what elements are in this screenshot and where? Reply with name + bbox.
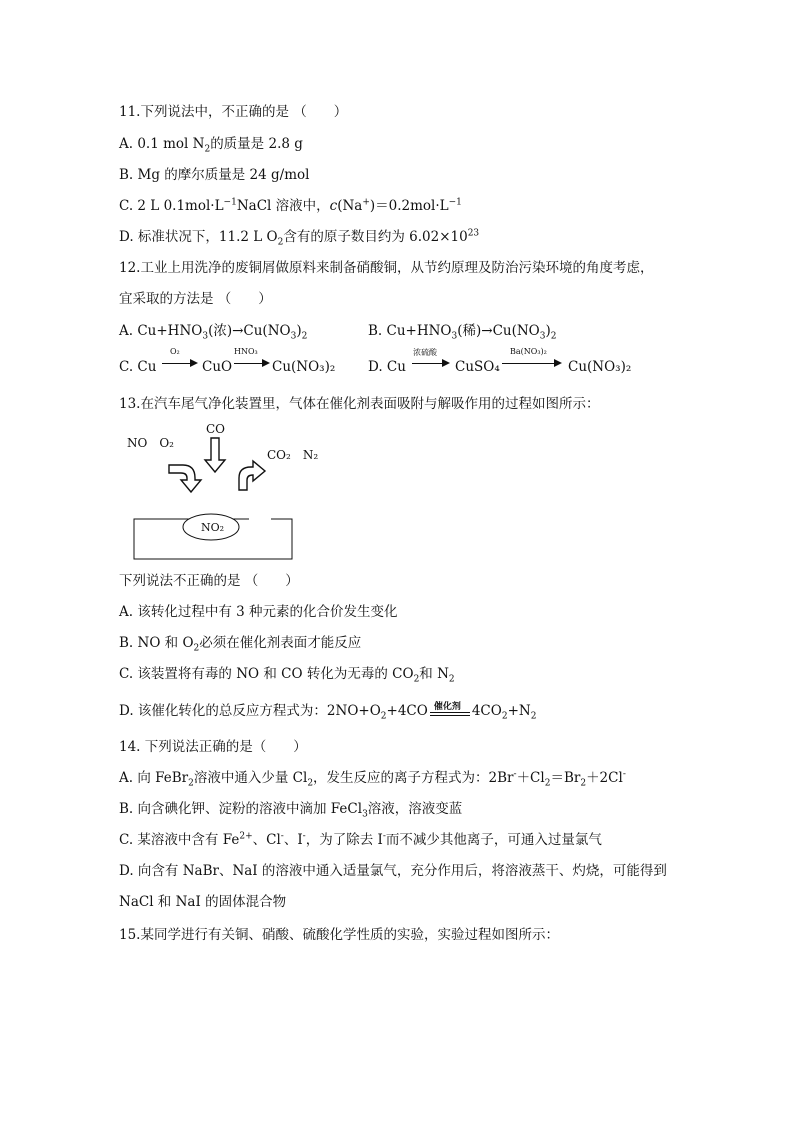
q12-c-arrow-1: O₂ <box>160 349 200 373</box>
q12-d-arrow-2: Ba(NO₃)₂ <box>500 349 564 373</box>
q13-option-d: D. 该催化转化的总反应方程式为：$2NO+O_2+4CO$ 催化剂 $4CO_2+N_2$ <box>119 701 537 722</box>
q12-stem-line1: 12.工业上用洗净的废铜屑做原料来制备硝酸铜，从节约原理及防治污染环境的角度考虑， <box>119 260 654 276</box>
diagram-no2-label: NO₂ <box>201 521 225 534</box>
q14-stem: 14. 下列说法正确的是（ ） <box>119 739 307 755</box>
q11-option-a: A. 0.1 mol $N_2$的质量是 2.8 g <box>119 136 303 155</box>
diagram-output-gases: CO₂ N₂ <box>267 448 319 462</box>
q14-option-b: B. 向含碘化钾、淀粉的溶液中滴加 FeCl$_3$溶液，溶液变蓝 <box>119 801 463 820</box>
q12-option-d-intermediate: CuSO₄ <box>455 359 500 375</box>
q13-option-a: A. 该转化过程中有 3 种元素的化合价发生变化 <box>119 604 398 620</box>
q12-option-d-start: D. Cu <box>368 359 406 375</box>
q14-option-d-line1: D. 向含有 NaBr、NaI 的溶液中通入适量氯气，充分作用后，将溶液蒸干、灼烧，可能得到 <box>119 863 667 879</box>
q12-option-d-end: Cu(NO₃)₂ <box>568 359 632 375</box>
q11-option-c: C. 2 L $0.1mol\cdot L^{-1}NaCl$ 溶液中，$c(Na^+)=0.2mol\cdot L^{-1}$ <box>119 197 462 214</box>
q12-option-c-end: Cu(NO₃)₂ <box>272 359 336 375</box>
diagram-input-gases: NO O₂ <box>127 436 174 450</box>
q12-option-b: B. $Cu+HNO_3$(稀)$\to Cu(NO_3)_2$ <box>368 323 557 342</box>
q13-option-c: C. 该装置将有毒的 NO 和 CO 转化为无毒的 $CO_2$和 $N_2$ <box>119 666 455 685</box>
catalyst-diagram <box>119 420 319 565</box>
q11-option-b: B. Mg 的摩尔质量是 24 g/mol <box>119 167 310 183</box>
q14-option-d-line2: NaCl 和 NaI 的固体混合物 <box>119 894 287 910</box>
diagram-co-label: CO <box>206 422 226 436</box>
q14-option-a: A. 向 FeBr$_2$溶液中通入少量 $Cl_2$，发生反应的离子方程式为：$2Br^-+Cl_2=Br_2+2Cl^-$ <box>119 769 626 789</box>
q12-option-c-start: C. Cu <box>119 359 157 375</box>
q12-option-c-intermediate: CuO <box>202 359 233 375</box>
q13-question: 下列说法不正确的是 （ ） <box>119 573 299 589</box>
q15-stem: 15.某同学进行有关铜、硝酸、硫酸化学性质的实验，实验过程如图所示： <box>119 927 559 943</box>
q13-stem: 13.在汽车尾气净化装置里，气体在催化剂表面吸附与解吸作用的过程如图所示： <box>119 396 600 412</box>
diagram-arrows <box>119 420 309 565</box>
q12-stem-line2: 宜采取的方法是 （ ） <box>119 291 272 307</box>
q11-option-d: D. 标准状况下，11.2 L $O_2$含有的原子数目约为 $6.02\times 10^{23}$ <box>119 228 480 248</box>
q13-option-b: B. NO 和 $O_2$必须在催化剂表面才能反应 <box>119 635 362 654</box>
q14-option-c: C. 某溶液中含有 $Fe^{2+}$、Cl-、I-，为了除去 I-而不减少其他离子，可通入过量氯气 <box>119 831 602 848</box>
q11-stem: 11.下列说法中，不正确的是 （ ） <box>119 104 348 120</box>
q12-option-a: A. $Cu+HNO_3$(浓)$\to Cu(NO_3)_2$ <box>119 323 308 342</box>
q12-c-arrow-2: HNO₃ <box>232 349 272 373</box>
catalyst-condition: 催化剂 <box>430 705 470 719</box>
q12-d-arrow-1: 浓硫酸 <box>410 349 450 373</box>
